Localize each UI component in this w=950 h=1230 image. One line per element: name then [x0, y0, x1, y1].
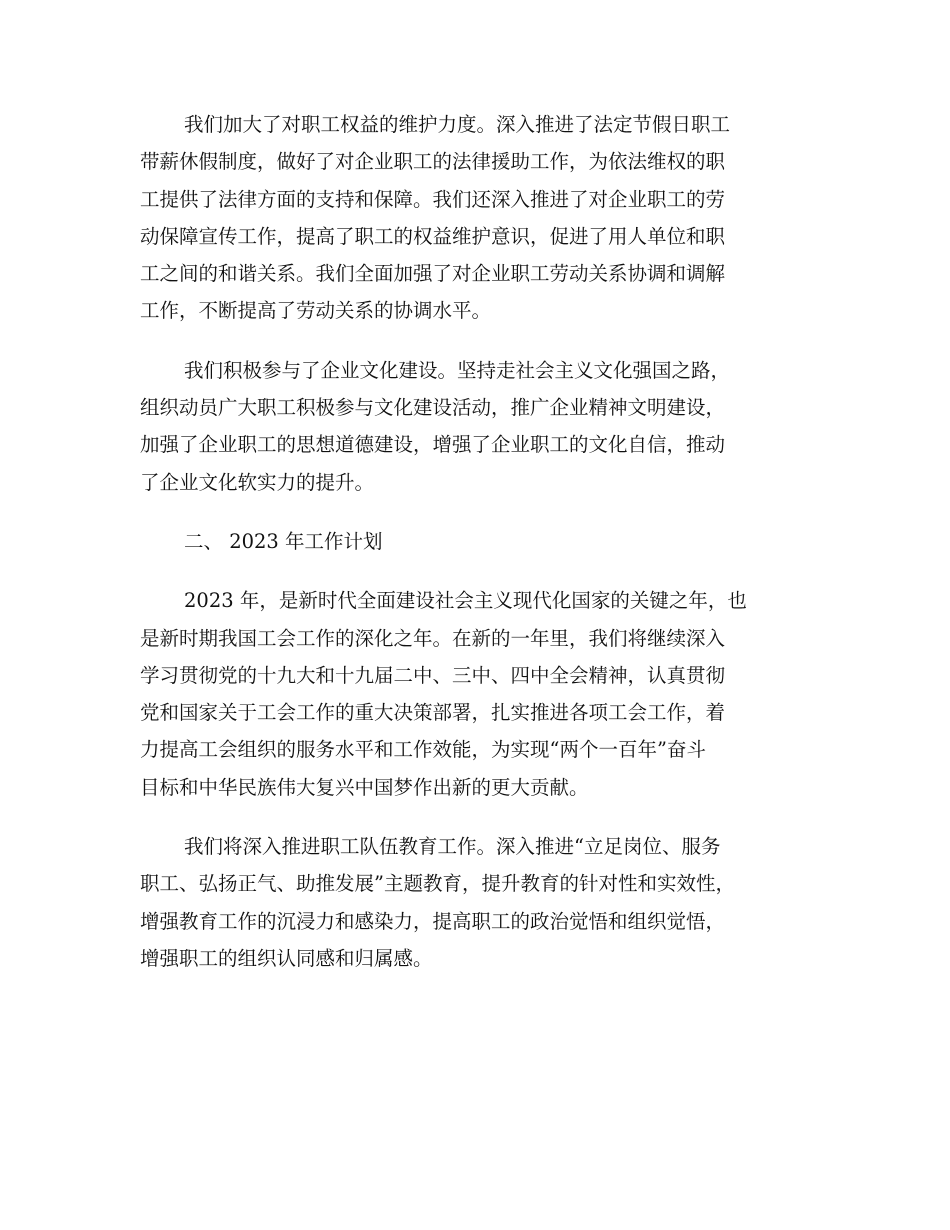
paragraph-line: 工提供了法律方面的支持和保障。我们还深入推进了对企业职工的劳 — [140, 187, 726, 211]
paragraph-line: 带薪休假制度，做好了对企业职工的法律援助工作，为依法维权的职 — [140, 150, 726, 174]
paragraph-line: 职工、弘扬正气、助推发展”主题教育，提升教育的针对性和实效性， — [140, 872, 735, 896]
paragraph-line: 学习贯彻党的十九大和十九届二中、三中、四中全会精神，认真贯彻 — [140, 663, 726, 687]
paragraph-line: 力提高工会组织的服务水平和工作效能，为实现“两个一百年”奋斗 — [140, 738, 706, 762]
paragraph-line: 是新时期我国工会工作的深化之年。在新的一年里，我们将继续深入 — [140, 626, 726, 650]
paragraph-line: 我们加大了对职工权益的维护力度。深入推进了法定节假日职工 — [184, 113, 731, 136]
paragraph-worker-education — [140, 828, 840, 977]
paragraph-line: 组织动员广大职工积极参与文化建设活动，推广企业精神文明建设， — [140, 396, 726, 420]
paragraph-line: 我们积极参与了企业文化建设。坚持走社会主义文化强国之路， — [184, 358, 731, 382]
paragraph-line: 增强教育工作的沉浸力和感染力，提高职工的政治觉悟和组织觉悟， — [140, 909, 726, 933]
paragraph-line: 我们将深入推进职工队伍教育工作。深入推进“立足岗位、服务 — [184, 835, 721, 859]
section-heading-text: 二、 2023 年工作计划 — [184, 529, 383, 553]
paragraph-line: 2023 年，是新时代全面建设社会主义现代化国家的关键之年，也 — [184, 589, 747, 613]
paragraph-line: 动保障宣传工作，提高了职工的权益维护意识，促进了用人单位和职 — [140, 224, 726, 248]
paragraph-line: 目标和中华民族伟大复兴中国梦作出新的更大贡献。 — [140, 775, 589, 799]
paragraph-line: 加强了企业职工的思想道德建设，增强了企业职工的文化自信，推动 — [140, 433, 726, 457]
paragraph-line: 增强职工的组织认同感和归属感。 — [140, 946, 433, 970]
paragraph-rights-protection — [140, 106, 840, 330]
paragraph-corporate-culture — [140, 352, 840, 501]
paragraph-line: 工作，不断提高了劳动关系的协调水平。 — [140, 299, 492, 323]
document-body — [140, 106, 840, 999]
paragraph-line: 了企业文化软实力的提升。 — [140, 470, 375, 494]
paragraph-line: 党和国家关于工会工作的重大决策部署，扎实推进各项工会工作，着 — [140, 701, 726, 725]
paragraph-work-plan-intro — [140, 582, 840, 806]
paragraph-line: 工之间的和谐关系。我们全面加强了对企业职工劳动关系协调和调解 — [140, 262, 726, 286]
section-heading — [140, 523, 840, 560]
